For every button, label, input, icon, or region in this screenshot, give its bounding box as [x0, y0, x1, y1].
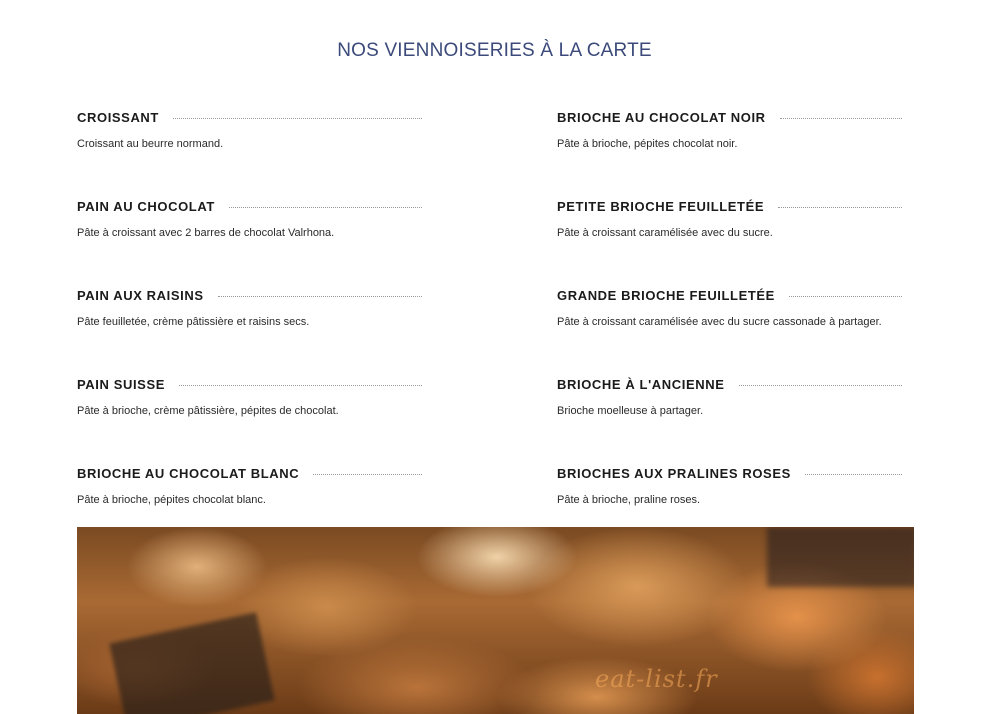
menu-item-name: PAIN SUISSE [77, 376, 165, 392]
menu-item-description: Pâte à croissant avec 2 barres de chocolat Valrhona. [77, 227, 335, 239]
menu-item-description: Pâte feuilletée, crème pâtissière et raisins secs. [77, 316, 310, 328]
menu-item-description: Pâte à croissant caramélisée avec du sucre cassonade à partager. [557, 316, 882, 328]
menu-item-description: Pâte à brioche, praline roses. [557, 494, 701, 506]
menu-item-name: PAIN AU CHOCOLAT [77, 198, 215, 214]
dotted-divider [173, 118, 422, 119]
photo-shadow [767, 527, 914, 587]
menu-item-name: GRANDE BRIOCHE FEUILLETÉE [557, 287, 775, 303]
menu-item-description: Brioche moelleuse à partager. [557, 405, 704, 417]
dotted-divider [778, 207, 902, 208]
dotted-divider [229, 207, 422, 208]
pastries-photo [77, 527, 914, 714]
dotted-divider [789, 296, 902, 297]
dotted-divider [179, 385, 422, 386]
page-title: NOS VIENNOISERIES À LA CARTE [337, 40, 652, 61]
menu-item-description: Pâte à brioche, pépites chocolat blanc. [77, 494, 266, 506]
watermark: eat-list.fr [595, 665, 718, 693]
menu-item-description: Croissant au beurre normand. [77, 138, 224, 150]
menu-item [77, 197, 422, 286]
menu-item-name: BRIOCHE À L'ANCIENNE [557, 376, 725, 392]
slate-board [109, 612, 274, 714]
dotted-divider [313, 474, 422, 475]
menu-item [557, 197, 902, 286]
dotted-divider [805, 474, 902, 475]
menu-item-name: CROISSANT [77, 109, 159, 125]
dotted-divider [780, 118, 902, 119]
menu-item [557, 286, 902, 375]
menu-item [77, 108, 422, 197]
menu-item [557, 108, 902, 197]
menu-item-name: PETITE BRIOCHE FEUILLETÉE [557, 198, 765, 214]
menu-item-name: BRIOCHES AUX PRALINES ROSES [557, 465, 791, 481]
menu-item [77, 286, 422, 375]
menu-item-name: PAIN AUX RAISINS [77, 287, 204, 303]
menu-column-right [557, 108, 902, 553]
menu-column-left [77, 108, 422, 553]
menu-item-name: BRIOCHE AU CHOCOLAT NOIR [557, 109, 766, 125]
menu-item-name: BRIOCHE AU CHOCOLAT BLANC [77, 465, 300, 481]
menu-item-description: Pâte à brioche, pépites chocolat noir. [557, 138, 738, 150]
menu-item-description: Pâte à croissant caramélisée avec du sucre. [557, 227, 773, 239]
dotted-divider [739, 385, 903, 386]
dotted-divider [218, 296, 422, 297]
menu-item [557, 375, 902, 464]
menu-item [77, 375, 422, 464]
menu-item-description: Pâte à brioche, crème pâtissière, pépites de chocolat. [77, 405, 339, 417]
